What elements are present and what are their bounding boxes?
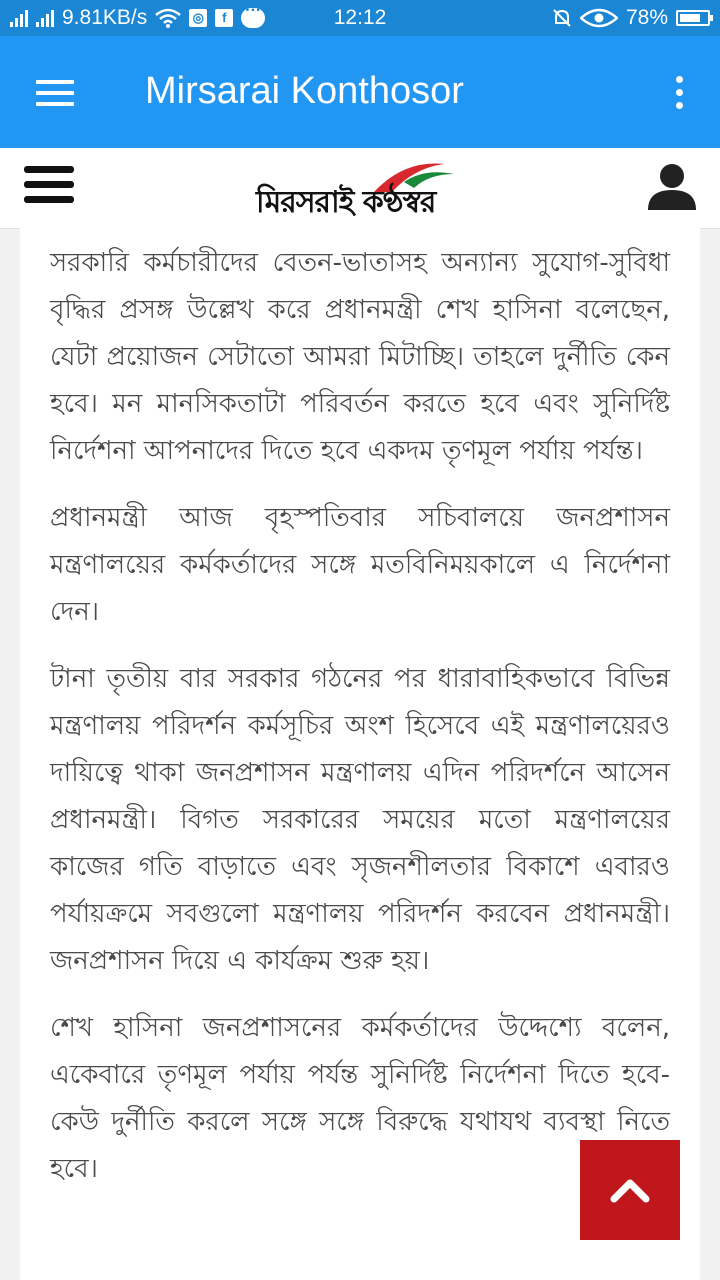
article-paragraph: সরকারি কর্মচারীদের বেতন-ভাতাসহ অন্যান্য সুযোগ-সুবিধা বৃদ্ধির প্রসঙ্গ উল্লেখ করে প্রধানমন্ত্রী শেখ হাসিনা বলেছেন, যেটা প্রয়োজন সেটাতো আমরা মিটাচ্ছি। তাহলে দুর্নীতি কেন হবে। মন মানসিকতাটা পরিবর্তন করতে হবে এবং সুনির্দিষ্ট নির্দেশনা আপনাদের দিতে হবে একদম তৃণমূল পর্যায় পর্যন্ত। — [50, 248, 670, 466]
battery-fill — [680, 14, 700, 22]
hamburger-icon[interactable] — [36, 80, 76, 106]
site-header — [0, 148, 720, 229]
article-paragraph: শেখ হাসিনা জনপ্রশাসনের কর্মকর্তাদের উদ্দেশ্যে বলেন, একেবারে তৃণমূল পর্যায় পর্যন্ত সুনির্দিষ্ট নির্দেশনা দিতে হবে- কেউ দুর্নীতি করলে সঙ্গে সঙ্গে বিরুদ্ধে যথাযথ ব্যবস্থা নিতে হবে। — [50, 1013, 670, 1184]
eye-icon — [580, 8, 618, 28]
logo-text: মিরসরাই কণ্ঠস্বর — [256, 185, 436, 220]
status-bar — [0, 0, 720, 36]
more-vert-icon[interactable] — [674, 76, 684, 110]
app-bar — [0, 36, 720, 148]
chevron-up-icon — [610, 1177, 650, 1203]
site-menu-icon[interactable] — [24, 166, 74, 204]
user-icon[interactable] — [646, 160, 698, 212]
scroll-to-top-button[interactable] — [580, 1140, 680, 1240]
site-logo[interactable] — [254, 158, 466, 224]
battery-icon — [676, 10, 710, 26]
article-paragraph: টানা তৃতীয় বার সরকার গঠনের পর ধারাবাহিকভাবে বিভিন্ন মন্ত্রণালয় পরিদর্শন কর্মসূচির অংশ হিসেবে এই মন্ত্রণালয়েরও দায়িত্বে থাকা জনপ্রশাসন মন্ত্রণালয় এদিন পরিদর্শনে আসেন প্রধানমন্ত্রী। বিগত সরকারের সময়ের মতো মন্ত্রণালয়ের কাজের গতি বাড়াতে এবং সৃজনশীলতার বিকাশে এবারও পর্যায়ক্রমে সবগুলো মন্ত্রণালয় পরিদর্শন করবেন প্রধানমন্ত্রী। জনপ্রশাসন দিয়ে এ কার্যক্রম শুরু হয়। — [50, 664, 670, 976]
article-paragraph: প্রধানমন্ত্রী আজ বৃহস্পতিবার সচিবালয়ে জনপ্রশাসন মন্ত্রণালয়ের কর্মকর্তাদের সঙ্গে মতবিনিময়কালে এ নির্দেশনা দেন। — [50, 503, 670, 627]
article-body — [20, 228, 700, 1280]
app-title: Mirsarai Konthosor — [145, 70, 464, 112]
clock: 12:12 — [333, 6, 387, 29]
facebook-icon: f — [215, 9, 233, 27]
location-app-icon: ◎ — [189, 9, 207, 27]
battery-percent: 78% — [625, 6, 668, 29]
network-speed: 9.81KB/s — [62, 6, 148, 29]
bell-muted-icon — [552, 8, 572, 28]
